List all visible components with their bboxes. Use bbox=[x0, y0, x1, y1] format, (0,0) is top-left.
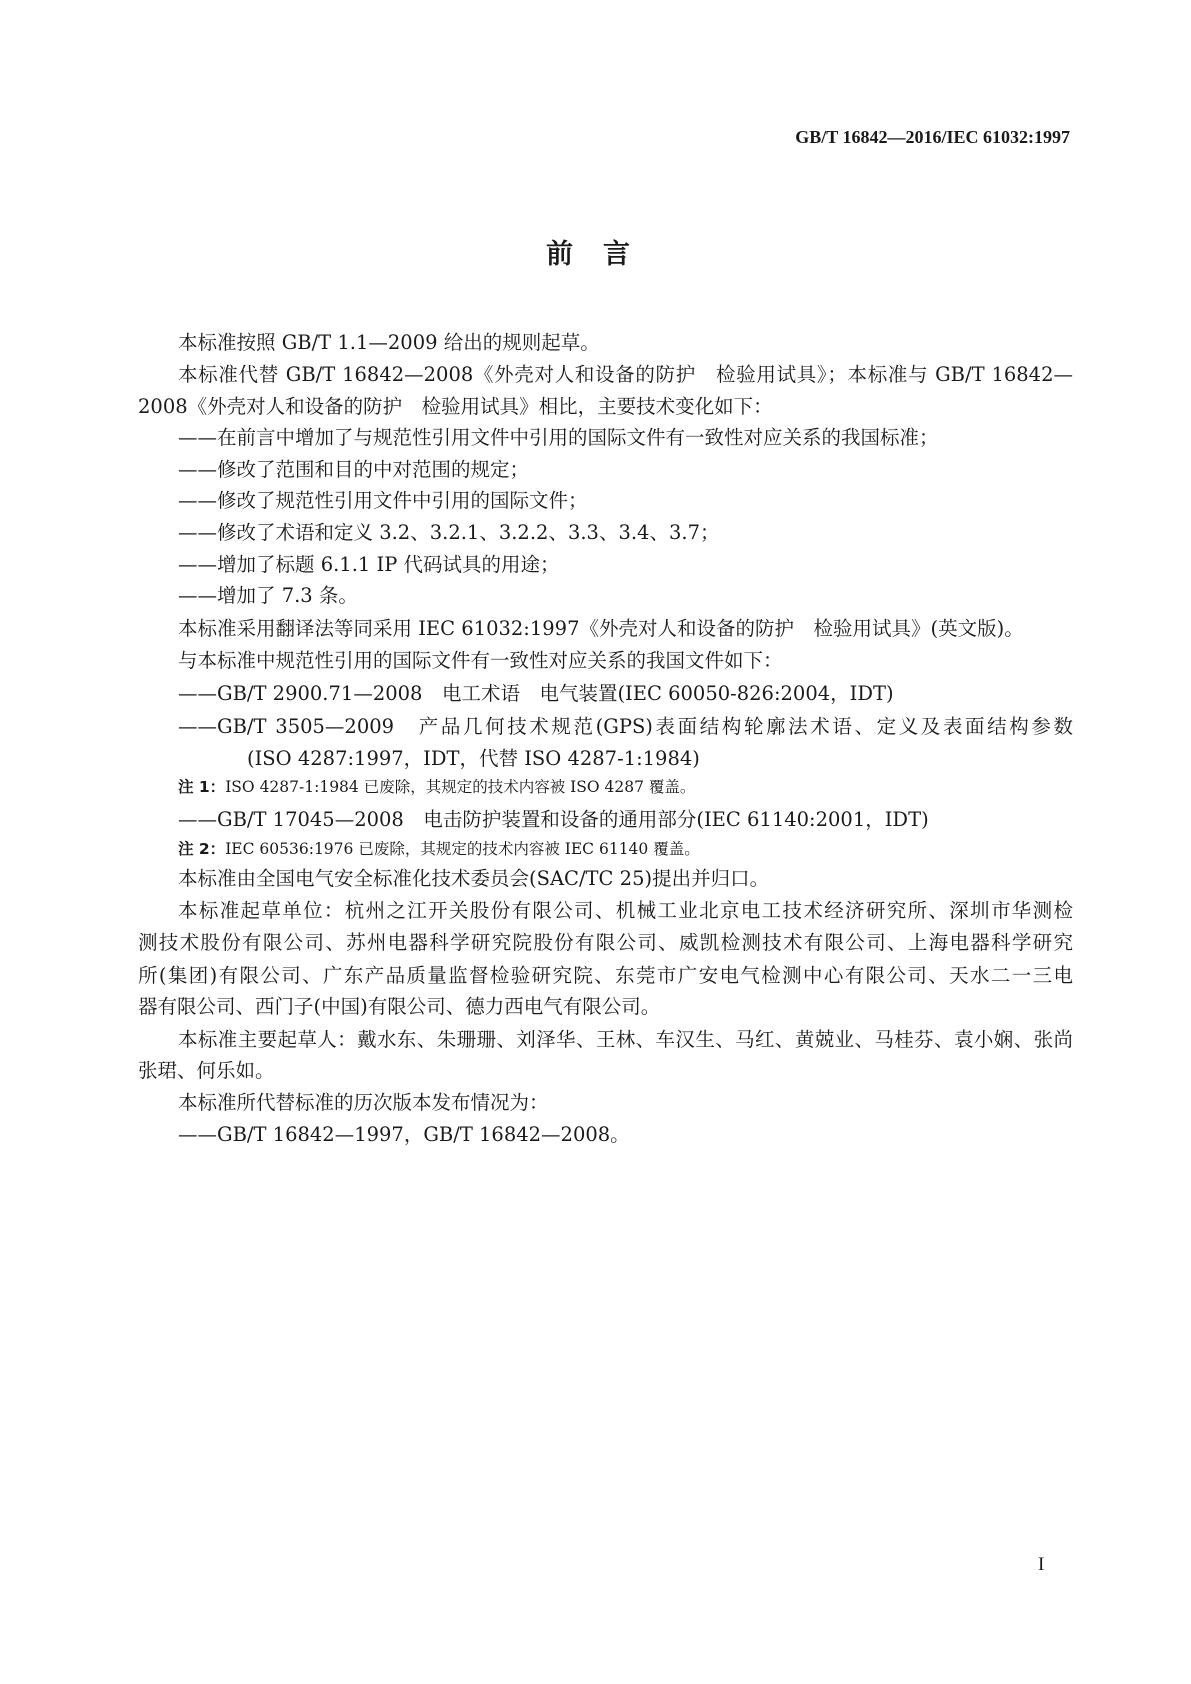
paragraph-line: 器有限公司、西门子(中国)有限公司、德力西电气有限公司。 bbox=[138, 995, 661, 1018]
list-item: ——GB/T 17045—2008 电击防护装置和设备的通用部分(IEC 61140:2001，IDT) bbox=[178, 808, 929, 831]
list-item: ——修改了范围和目的中对范围的规定； bbox=[178, 458, 530, 481]
paragraph-line: 本标准由全国电气安全标准化技术委员会(SAC/TC 25)提出并归口。 bbox=[178, 867, 770, 890]
note-text: ISO 4287-1:1984 已废除，其规定的技术内容被 ISO 4287 覆盖。 bbox=[225, 778, 696, 796]
paragraph-line: 本标准所代替标准的历次版本发布情况为： bbox=[178, 1091, 549, 1114]
paragraph-line: 测技术股份有限公司、苏州电器科学研究院股份有限公司、威凯检测技术有限公司、上海电器科学研究 bbox=[138, 931, 1073, 954]
list-item: ——GB/T 2900.71—2008 电工术语 电气装置(IEC 60050-826:2004，IDT) bbox=[178, 682, 894, 705]
list-item: ——GB/T 3505—2009 产品几何技术规范(GPS)表面结构轮廓法术语、定义及表面结构参数 bbox=[178, 715, 1073, 738]
paragraph-line: 本标准主要起草人：戴水东、朱珊珊、刘泽华、王林、车汉生、马红、黄兢业、马桂芬、袁小娴、张尚 bbox=[178, 1028, 1073, 1051]
page-number: I bbox=[1038, 1554, 1045, 1575]
list-item-continuation: (ISO 4287:1997，IDT，代替 ISO 4287-1:1984) bbox=[247, 747, 700, 770]
standard-code-header: GB/T 16842—2016/IEC 61032:1997 bbox=[795, 127, 1070, 147]
paragraph-line: 本标准起草单位：杭州之江开关股份有限公司、机械工业北京电工技术经济研究所、深圳市华测检 bbox=[178, 899, 1073, 922]
list-item: ——修改了术语和定义 3.2、3.2.1、3.2.2、3.3、3.4、3.7； bbox=[178, 521, 720, 544]
paragraph-line: 张珺、何乐如。 bbox=[138, 1059, 275, 1082]
list-item: ——增加了 7.3 条。 bbox=[178, 584, 358, 607]
list-item: ——在前言中增加了与规范性引用文件中引用的国际文件有一致性对应关系的我国标准； bbox=[178, 426, 939, 449]
list-item: ——增加了标题 6.1.1 IP 代码试具的用途； bbox=[178, 553, 560, 576]
paragraph-line: 与本标准中规范性引用的国际文件有一致性对应关系的我国文件如下： bbox=[178, 649, 783, 672]
note-2 bbox=[178, 836, 700, 862]
paragraph-line: 本标准代替 GB/T 16842—2008《外壳对人和设备的防护 检验用试具》；本标准与 GB/T 16842— bbox=[178, 363, 1073, 386]
paragraph-line: 本标准采用翻译法等同采用 IEC 61032:1997《外壳对人和设备的防护 检验用试具》(英文版)。 bbox=[178, 617, 1024, 640]
paragraph-line: 所(集团)有限公司、广东产品质量监督检验研究院、东莞市广安电气检测中心有限公司、天水二一三电 bbox=[138, 964, 1073, 987]
list-item: ——GB/T 16842—1997，GB/T 16842—2008。 bbox=[178, 1123, 630, 1146]
page-title: 前言 bbox=[546, 239, 660, 270]
list-item: ——修改了规范性引用文件中引用的国际文件； bbox=[178, 489, 588, 512]
note-1 bbox=[178, 774, 695, 800]
note-label: 注 1： bbox=[178, 778, 226, 796]
note-label: 注 2： bbox=[178, 840, 226, 858]
note-text: IEC 60536:1976 已废除，其规定的技术内容被 IEC 61140 覆盖。 bbox=[225, 840, 700, 858]
paragraph-line: 本标准按照 GB/T 1.1—2009 给出的规则起草。 bbox=[178, 331, 600, 354]
paragraph-line: 2008《外壳对人和设备的防护 检验用试具》相比，主要技术变化如下： bbox=[138, 395, 773, 418]
